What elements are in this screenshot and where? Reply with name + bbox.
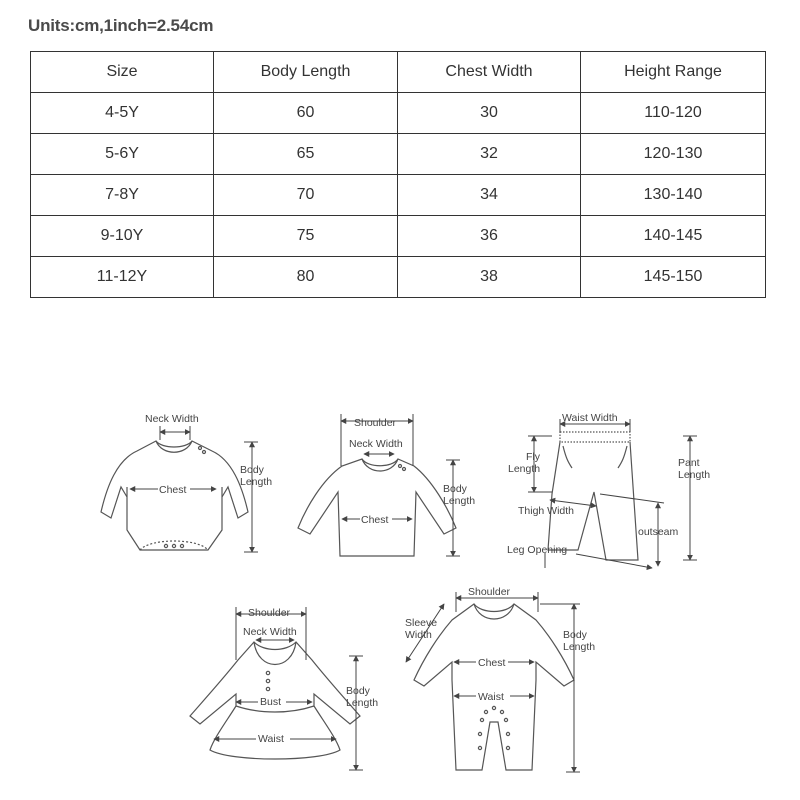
cell-chest-width: 38 bbox=[398, 257, 581, 298]
bodysuit-neck-width-label: Neck Width bbox=[145, 413, 199, 425]
cell-chest-width: 34 bbox=[398, 175, 581, 216]
cell-size: 9-10Y bbox=[31, 216, 214, 257]
romper-sleeve-width-label: Sleeve bbox=[405, 617, 438, 629]
cell-height-range: 140-145 bbox=[581, 216, 766, 257]
romper-sleeve-width-label-2: Width bbox=[405, 629, 432, 641]
dress-body-length-label-2: Length bbox=[346, 697, 379, 709]
cell-body-length: 65 bbox=[214, 134, 398, 175]
romper-chest-label: Chest bbox=[478, 657, 506, 669]
cell-height-range: 120-130 bbox=[581, 134, 766, 175]
pants-outseam-label: outseam bbox=[638, 526, 679, 538]
pants-waist-width-label: Waist Width bbox=[562, 412, 618, 424]
romper-diagram bbox=[414, 604, 574, 770]
top-shoulder-label: Shoulder bbox=[354, 417, 397, 429]
table-row bbox=[31, 175, 766, 216]
top-chest-label: Chest bbox=[361, 514, 389, 526]
cell-body-length: 60 bbox=[214, 93, 398, 134]
measurement-diagrams bbox=[0, 390, 800, 790]
top-outline bbox=[298, 459, 456, 556]
bodysuit-body-length-label-2: Length bbox=[240, 476, 273, 488]
pants-leg-opening-label: Leg Opening bbox=[507, 544, 568, 556]
cell-body-length: 70 bbox=[214, 175, 398, 216]
pants-pant-length-label-2: Length bbox=[678, 469, 711, 481]
cell-height-range: 145-150 bbox=[581, 257, 766, 298]
cell-chest-width: 30 bbox=[398, 93, 581, 134]
header-size: Size bbox=[31, 52, 214, 93]
cell-height-range: 110-120 bbox=[581, 93, 766, 134]
units-note: Units:cm,1inch=2.54cm bbox=[28, 16, 214, 35]
table-row bbox=[31, 93, 766, 134]
romper-waist-label: Waist bbox=[478, 691, 504, 703]
cell-size: 4-5Y bbox=[31, 93, 214, 134]
dress-collar bbox=[254, 642, 296, 665]
pants-fly-length-label: Fly bbox=[526, 451, 540, 463]
bodysuit-chest-label: Chest bbox=[159, 484, 187, 496]
dress-shoulder-label: Shoulder bbox=[248, 607, 291, 619]
romper-outline bbox=[414, 604, 574, 770]
dress-waist-label: Waist bbox=[258, 733, 284, 745]
romper-shoulder-label: Shoulder bbox=[468, 586, 511, 598]
top-diagram bbox=[298, 459, 456, 556]
top-body-length-label-2: Length bbox=[443, 495, 476, 507]
cell-size: 5-6Y bbox=[31, 134, 214, 175]
pants-thigh-width-label: Thigh Width bbox=[518, 505, 575, 517]
header-chest-width: Chest Width bbox=[398, 52, 581, 93]
dress-body-length-label: Body bbox=[346, 685, 370, 697]
bodysuit-body-length-label: Body bbox=[240, 464, 264, 476]
table-row bbox=[31, 216, 766, 257]
size-chart-table bbox=[30, 51, 766, 298]
header-body-length: Body Length bbox=[214, 52, 398, 93]
romper-body-length-label: Body bbox=[563, 629, 587, 641]
header-height-range: Height Range bbox=[581, 52, 766, 93]
cell-chest-width: 32 bbox=[398, 134, 581, 175]
top-neck-width-label: Neck Width bbox=[349, 438, 403, 450]
top-body-length-label: Body bbox=[443, 483, 467, 495]
romper-body-length-label-2: Length bbox=[563, 641, 596, 653]
pants-fly-length-label-2: Length bbox=[508, 463, 541, 475]
dress-bust-label: Bust bbox=[260, 696, 282, 708]
pants-diagram bbox=[548, 432, 638, 560]
cell-height-range: 130-140 bbox=[581, 175, 766, 216]
table-row bbox=[31, 257, 766, 298]
top-collar bbox=[362, 459, 398, 471]
cell-body-length: 80 bbox=[214, 257, 398, 298]
dress-neck-width-label: Neck Width bbox=[243, 626, 297, 638]
pants-pant-length-label: Pant bbox=[678, 457, 700, 469]
cell-size: 11-12Y bbox=[31, 257, 214, 298]
table-header-row bbox=[31, 52, 766, 93]
pants-waistband bbox=[560, 432, 630, 442]
cell-size: 7-8Y bbox=[31, 175, 214, 216]
cell-chest-width: 36 bbox=[398, 216, 581, 257]
cell-body-length: 75 bbox=[214, 216, 398, 257]
table-row bbox=[31, 134, 766, 175]
